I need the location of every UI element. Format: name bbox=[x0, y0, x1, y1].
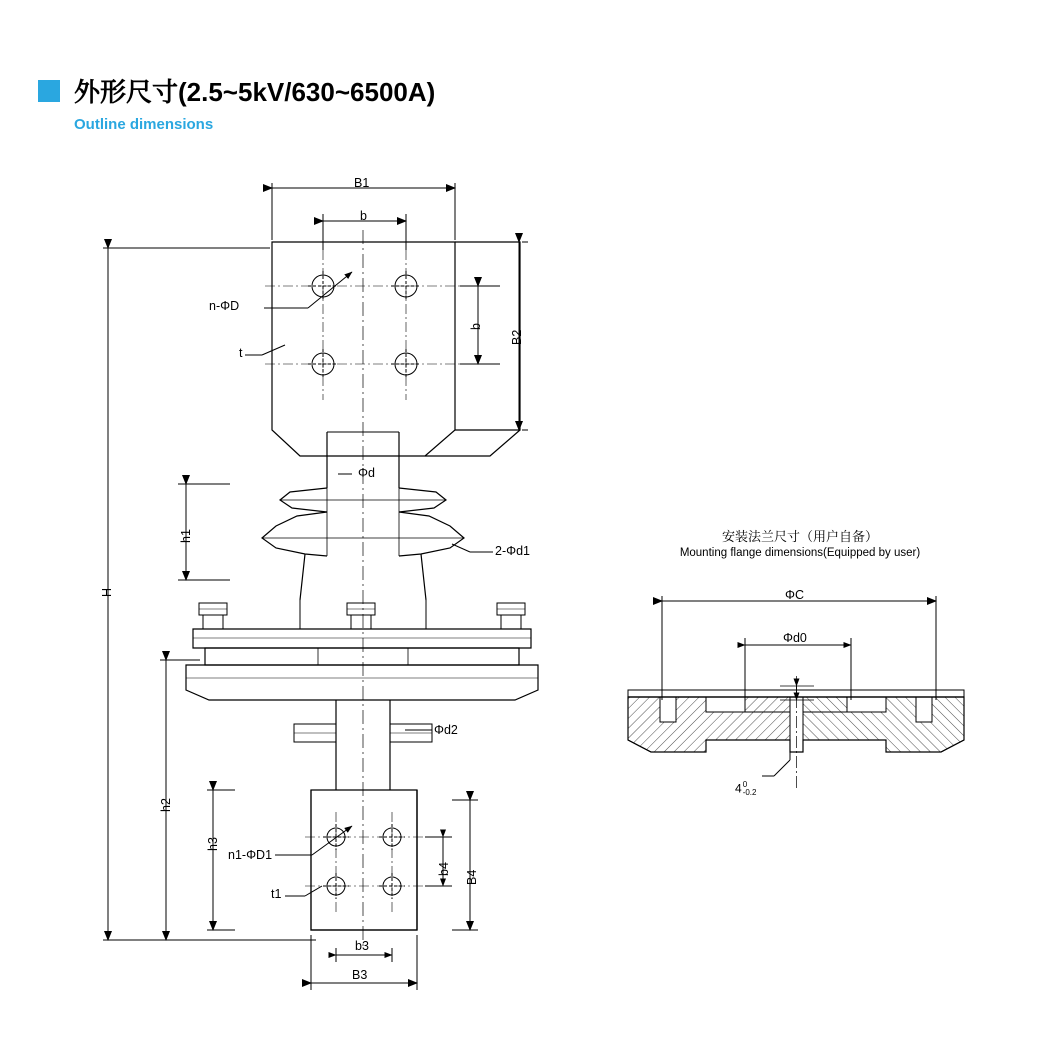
thickness-lower-tolerance: -0.2 bbox=[742, 788, 757, 798]
leader-label-n-phi-D: n-ΦD bbox=[209, 299, 240, 313]
page-title-en: Outline dimensions bbox=[74, 116, 214, 133]
dim-label-B1: B1 bbox=[354, 176, 370, 190]
leader-label-t1: t1 bbox=[271, 887, 282, 901]
flange-caption-en: Mounting flange dimensions(Equipped by user) bbox=[679, 546, 921, 559]
dim-label-B2: B2 bbox=[510, 329, 524, 345]
thickness-value: 4 bbox=[735, 781, 742, 796]
dim-label-phi-d: Φd bbox=[358, 466, 375, 480]
leader-label-2-phi-d1: 2-Φd1 bbox=[495, 544, 530, 558]
dim-label-phi-C: ΦC bbox=[785, 588, 805, 602]
dim-label-b4: b4 bbox=[437, 862, 451, 876]
dim-label-b3: b3 bbox=[355, 939, 369, 953]
dim-label-phi-d0: Φd0 bbox=[783, 631, 807, 645]
dim-label-h1: h1 bbox=[179, 529, 193, 543]
flange-caption-cn: 安装法兰尺寸（用户自备） bbox=[721, 529, 878, 544]
page-title-cn: 外形尺寸(2.5~5kV/630~6500A) bbox=[74, 77, 436, 107]
dim-label-B3: B3 bbox=[352, 968, 368, 982]
flange-view-caption bbox=[650, 528, 950, 561]
dim-label-h3: h3 bbox=[206, 837, 220, 851]
leader-label-n1-phi-D1: n1-ΦD1 bbox=[228, 848, 273, 862]
thickness-upper-tolerance: 0 bbox=[742, 780, 748, 789]
dim-label-H: H bbox=[100, 587, 114, 597]
thickness-tolerance-label bbox=[735, 781, 756, 798]
leader-label-phi-d2: Φd2 bbox=[434, 723, 458, 737]
dim-label-b-right: b bbox=[469, 323, 483, 330]
dim-label-B4: B4 bbox=[465, 869, 479, 885]
dim-label-h2: h2 bbox=[159, 798, 173, 812]
dim-label-b-top: b bbox=[360, 209, 367, 223]
leader-label-t: t bbox=[239, 346, 243, 360]
